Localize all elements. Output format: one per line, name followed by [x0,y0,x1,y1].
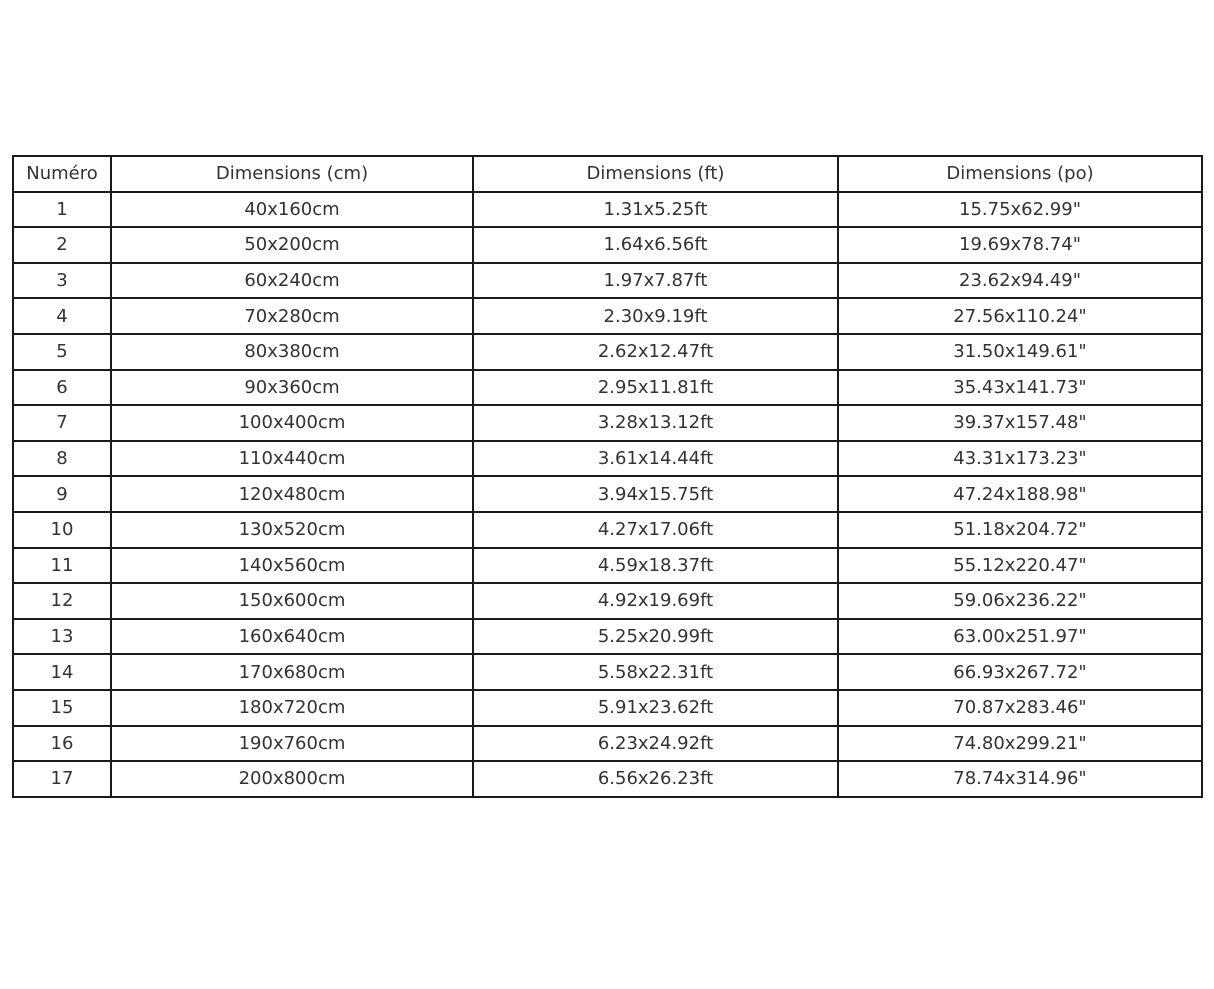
table-cell: 120x480cm [111,476,473,512]
table-cell: 60x240cm [111,263,473,299]
table-cell: 70x280cm [111,298,473,334]
header-cell: Dimensions (cm) [111,156,473,192]
table-cell: 100x400cm [111,405,473,441]
table-cell: 1 [13,192,111,228]
header-cell: Numéro [13,156,111,192]
table-cell: 3.94x15.75ft [473,476,838,512]
table-cell: 1.31x5.25ft [473,192,838,228]
table-cell: 150x600cm [111,583,473,619]
table-cell: 9 [13,476,111,512]
table-cell: 50x200cm [111,227,473,263]
header-row [13,156,1202,192]
table-cell: 12 [13,583,111,619]
table-row [13,583,1202,619]
table-cell: 55.12x220.47" [838,548,1202,584]
table-cell: 23.62x94.49" [838,263,1202,299]
table-row [13,761,1202,797]
table-cell: 4.59x18.37ft [473,548,838,584]
table-cell: 160x640cm [111,619,473,655]
table-cell: 63.00x251.97" [838,619,1202,655]
table-cell: 90x360cm [111,370,473,406]
table-cell: 17 [13,761,111,797]
table-cell: 110x440cm [111,441,473,477]
table-cell: 5.25x20.99ft [473,619,838,655]
table-body [13,192,1202,797]
table-cell: 6.56x26.23ft [473,761,838,797]
table-cell: 35.43x141.73" [838,370,1202,406]
table-row [13,512,1202,548]
table-cell: 140x560cm [111,548,473,584]
table-row [13,441,1202,477]
table-cell: 47.24x188.98" [838,476,1202,512]
table-cell: 7 [13,405,111,441]
table-row [13,405,1202,441]
table-row [13,192,1202,228]
table-cell: 2 [13,227,111,263]
table-cell: 5.58x22.31ft [473,654,838,690]
table-cell: 74.80x299.21" [838,726,1202,762]
header-cell: Dimensions (ft) [473,156,838,192]
table-cell: 3.61x14.44ft [473,441,838,477]
table-cell: 6.23x24.92ft [473,726,838,762]
table-cell: 15.75x62.99" [838,192,1202,228]
table-row [13,726,1202,762]
table-cell: 43.31x173.23" [838,441,1202,477]
table-cell: 70.87x283.46" [838,690,1202,726]
table-cell: 130x520cm [111,512,473,548]
table-cell: 6 [13,370,111,406]
table-cell: 39.37x157.48" [838,405,1202,441]
table-row [13,227,1202,263]
table-cell: 31.50x149.61" [838,334,1202,370]
table-row [13,619,1202,655]
table-cell: 16 [13,726,111,762]
table-cell: 15 [13,690,111,726]
table-cell: 10 [13,512,111,548]
table-cell: 13 [13,619,111,655]
table-header [13,156,1202,192]
table-cell: 4 [13,298,111,334]
table-cell: 11 [13,548,111,584]
table-cell: 200x800cm [111,761,473,797]
table-row [13,654,1202,690]
table-row [13,690,1202,726]
table-cell: 4.92x19.69ft [473,583,838,619]
table-cell: 190x760cm [111,726,473,762]
table-cell: 19.69x78.74" [838,227,1202,263]
table-cell: 180x720cm [111,690,473,726]
table-row [13,548,1202,584]
table-cell: 8 [13,441,111,477]
table-row [13,370,1202,406]
table-cell: 51.18x204.72" [838,512,1202,548]
table-row [13,298,1202,334]
header-cell: Dimensions (po) [838,156,1202,192]
table-row [13,334,1202,370]
table-cell: 5 [13,334,111,370]
table-cell: 80x380cm [111,334,473,370]
table-cell: 14 [13,654,111,690]
table-row [13,476,1202,512]
table-cell: 170x680cm [111,654,473,690]
dimensions-conversion-table [12,155,1203,798]
table-cell: 4.27x17.06ft [473,512,838,548]
table-cell: 2.30x9.19ft [473,298,838,334]
table-cell: 78.74x314.96" [838,761,1202,797]
table-cell: 59.06x236.22" [838,583,1202,619]
table-cell: 66.93x267.72" [838,654,1202,690]
table-cell: 3.28x13.12ft [473,405,838,441]
table-cell: 1.97x7.87ft [473,263,838,299]
table-cell: 5.91x23.62ft [473,690,838,726]
table-cell: 3 [13,263,111,299]
table-cell: 1.64x6.56ft [473,227,838,263]
table-cell: 2.62x12.47ft [473,334,838,370]
table-cell: 2.95x11.81ft [473,370,838,406]
table-row [13,263,1202,299]
table-cell: 27.56x110.24" [838,298,1202,334]
table-cell: 40x160cm [111,192,473,228]
